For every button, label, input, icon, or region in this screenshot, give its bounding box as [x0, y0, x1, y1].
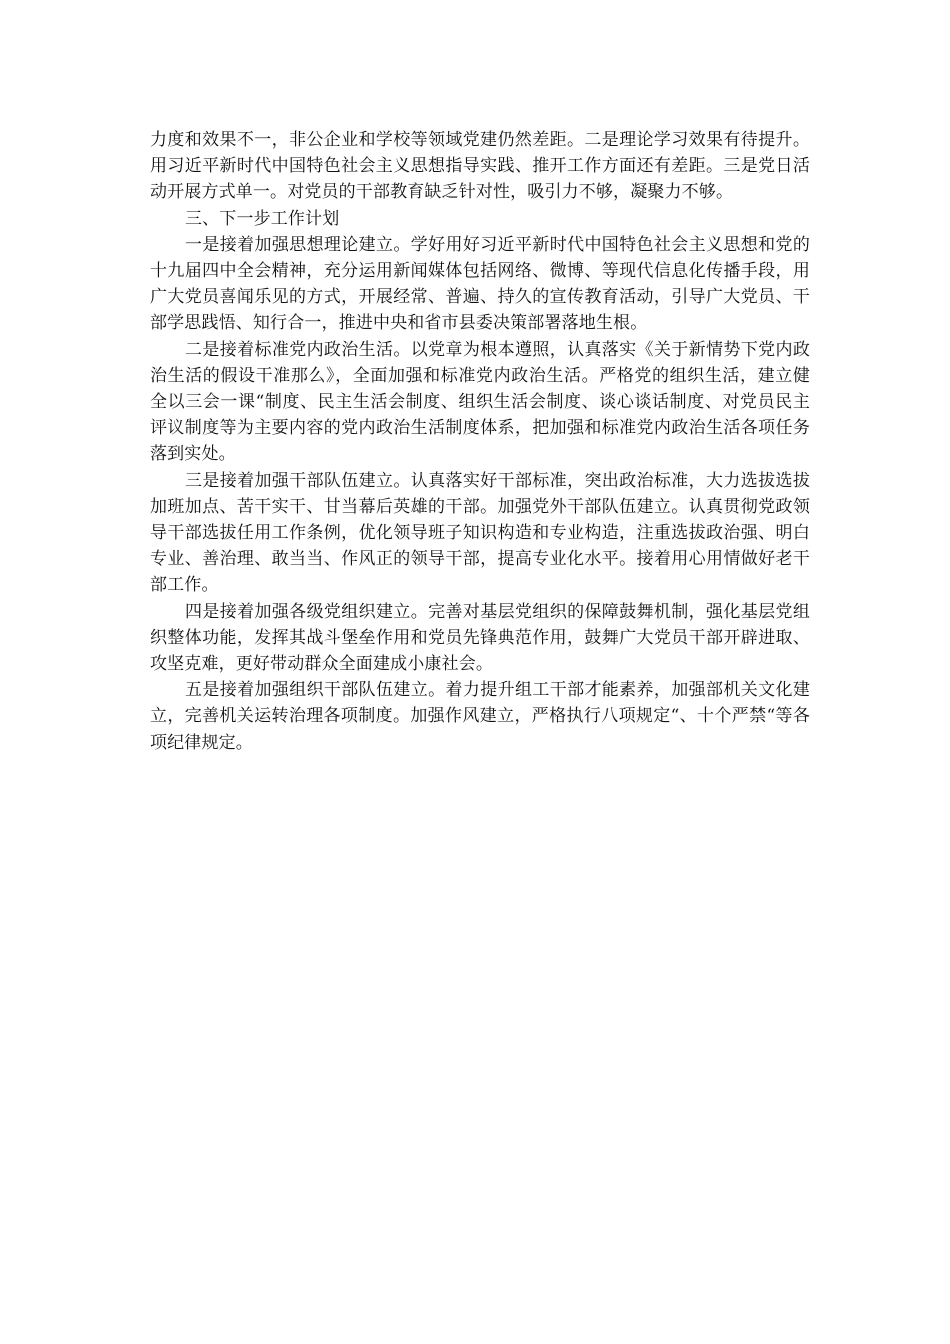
- paragraph-party-organizations: 四是接着加强各级党组织建立。完善对基层党组织的保障鼓舞机制，强化基层党组织整体功能，发挥其战斗堡垒作用和党员先锋典范作用，鼓舞广大党员干部开辟进取、攻坚克难，更好带动群众全面建成小康社会。: [150, 601, 810, 675]
- paragraph-cadre-team: 三是接着加强干部队伍建立。认真落实好干部标准，突出政治标准，大力选拔选拔加班加点、苦干实干、甘当幕后英雄的干部。加强党外干部队伍建立。认真贯彻党政领导干部选拔任用工作条例，优化领导班子知识构造和专业构造，注重选拔政治强、明白专业、善治理、敢当当、作风正的领导干部，提高专业化水平。接着用心用情做好老干部工作。: [150, 470, 810, 596]
- paragraph-problems-continued: 力度和效果不一，非公企业和学校等领域党建仍然差距。二是理论学习效果有待提升。用习近平新时代中国特色社会主义思想指导实践、推开工作方面还有差距。三是党日活动开展方式单一。对党员的干部教育缺乏针对性，吸引力不够，凝聚力不够。: [150, 130, 810, 203]
- section-heading-next-steps: 三、下一步工作计划: [185, 208, 340, 229]
- paragraph-political-life: 二是接着标准党内政治生活。以党章为根本遵照，认真落实《关于新情势下党内政治生活的假设干准那么》，全面加强和标准党内政治生活。严格党的组织生活，建立健全以三会一课“制度、民主生活会制度、组织生活会制度、谈心谈话制度、对党员民主评议制度等为主要内容的党内政治生活制度体系，把加强和标准党内政治生活各项任务落到实处。: [150, 339, 810, 465]
- paragraph-ideology: 一是接着加强思想理论建立。学好用好习近平新时代中国特色社会主义思想和党的十九届四中全会精神，充分运用新闻媒体包括网络、微博、等现代信息化传播手段，用广大党员喜闻乐见的方式，开展经常、普遍、持久的宣传教育活动，引导广大党员、干部学思践悟、知行合一，推进中央和省市县委决策部署落地生根。: [150, 234, 810, 334]
- document-body: [150, 127, 810, 756]
- paragraph-organization-cadres: 五是接着加强组织干部队伍建立。着力提升组工干部才能素养，加强部机关文化建立，完善机关运转治理各项制度。加强作风建立，严格执行八项规定“、十个严禁“等各项纪律规定。: [150, 680, 810, 753]
